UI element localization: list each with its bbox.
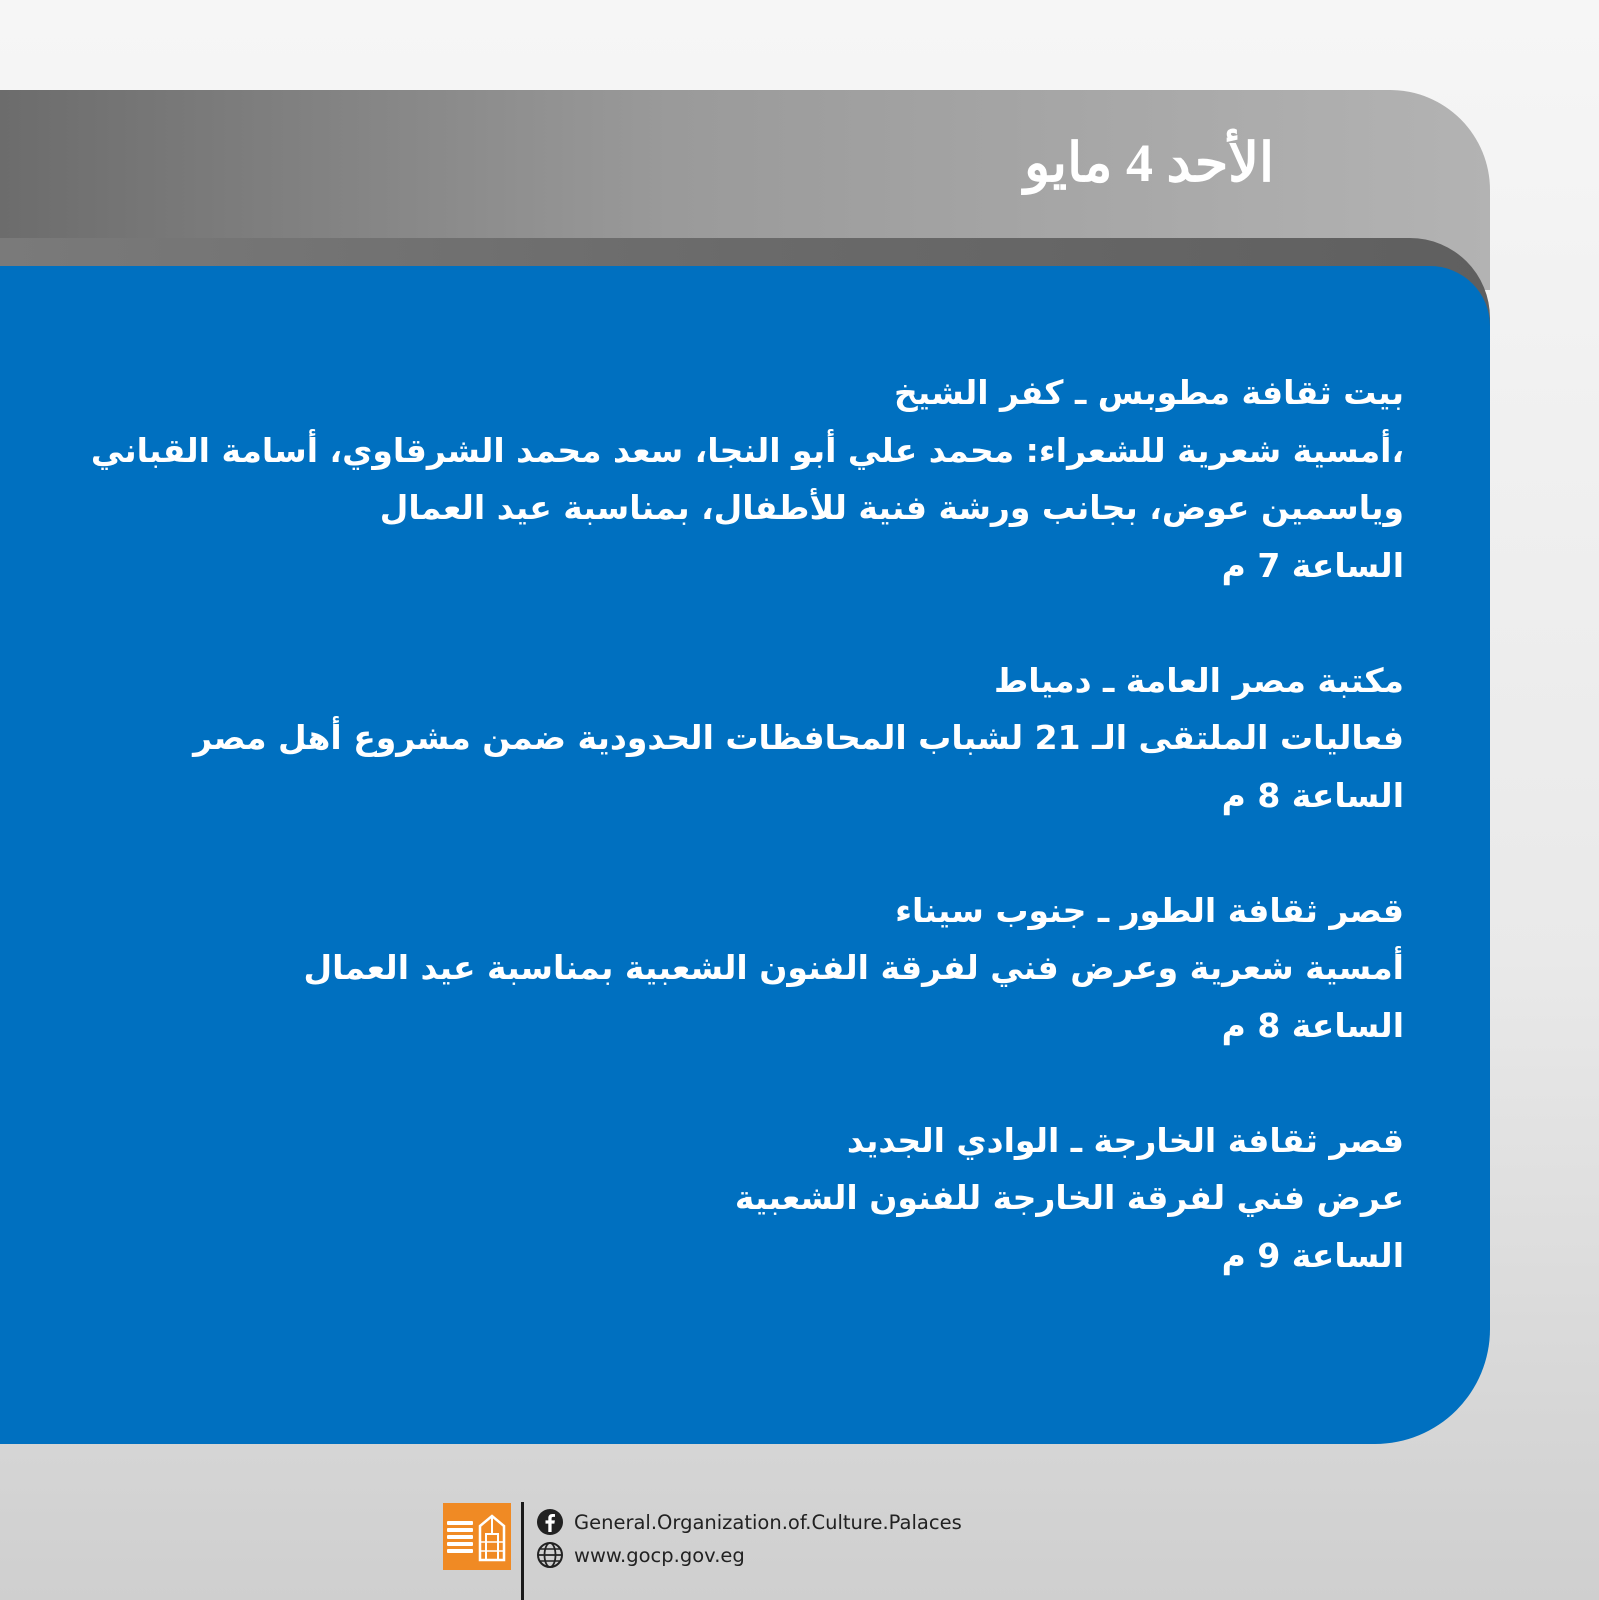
facebook-link[interactable]: [536, 1508, 962, 1536]
footer-divider: [521, 1502, 524, 1600]
event-item: [154, 1112, 1404, 1285]
event-item: [154, 882, 1404, 1055]
logo-lettering: [447, 1521, 473, 1553]
globe-icon: [536, 1541, 564, 1569]
event-venue: قصر ثقافة الطور ـ جنوب سيناء: [895, 890, 1404, 930]
building-icon: [477, 1512, 507, 1562]
event-item: [154, 652, 1404, 825]
event-description: أمسية شعرية وعرض فني لفرقة الفنون الشعبية بمناسبة عيد العمال: [303, 948, 1404, 987]
website-url: www.gocp.gov.eg: [574, 1543, 745, 1567]
website-link[interactable]: [536, 1541, 745, 1569]
event-description: فعاليات الملتقى الـ 21 لشباب المحافظات الحدودية ضمن مشروع أهل مصر: [193, 718, 1404, 757]
event-description: ،أمسية شعرية للشعراء: محمد علي أبو النجا، سعد محمد الشرقاوي، أسامة القباني: [90, 430, 1404, 470]
event-description: وياسمين عوض، بجانب ورشة فنية للأطفال، بمناسبة عيد العمال: [379, 488, 1404, 527]
event-description: عرض فني لفرقة الخارجة للفنون الشعبية: [734, 1178, 1404, 1217]
events-list: [90, 364, 1404, 1342]
footer: [443, 1500, 963, 1600]
facebook-page-name: General.Organization.of.Culture.Palaces: [574, 1510, 962, 1534]
event-time: الساعة 9 م: [1221, 1235, 1404, 1275]
event-venue: مكتبة مصر العامة ـ دمياط: [994, 660, 1404, 700]
organization-logo: [443, 1503, 511, 1570]
event-venue: قصر ثقافة الخارجة ـ الوادي الجديد: [846, 1120, 1404, 1160]
event-item: [90, 364, 1404, 594]
page-title: الأحد 4 مايو: [1024, 133, 1274, 193]
event-venue: بيت ثقافة مطوبس ـ كفر الشيخ: [894, 373, 1404, 412]
event-time: الساعة 7 م: [1221, 545, 1404, 585]
event-time: الساعة 8 م: [1221, 775, 1404, 815]
event-time: الساعة 8 م: [1221, 1005, 1404, 1045]
facebook-icon: [536, 1508, 564, 1536]
